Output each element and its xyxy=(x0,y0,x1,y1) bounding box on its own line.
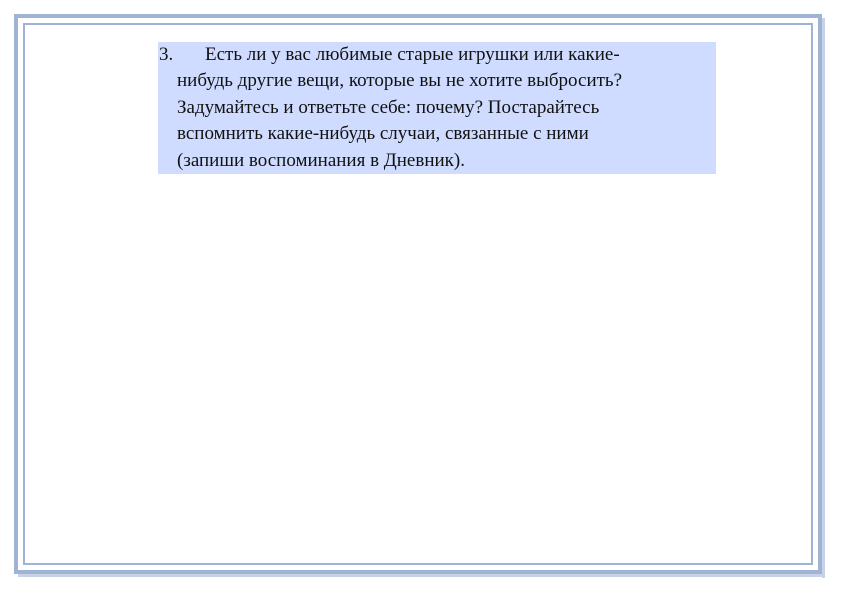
task-number: 3. xyxy=(159,44,174,65)
task-line-4: вспомнить какие-нибудь случаи, связанные с ними xyxy=(177,123,589,144)
task-text-box xyxy=(158,42,716,174)
task-line-1: Есть ли у вас любимые старые игрушки или какие- xyxy=(205,44,620,65)
frame-shadow-right xyxy=(822,18,825,578)
task-line-3: Задумайтесь и ответьте себе: почему? Постарайтесь xyxy=(177,97,600,118)
frame-shadow-bottom xyxy=(18,574,825,577)
task-line-2: нибудь другие вещи, которые вы не хотите выбросить? xyxy=(177,70,623,91)
task-line-5: (запиши воспоминания в Дневник). xyxy=(177,150,465,171)
